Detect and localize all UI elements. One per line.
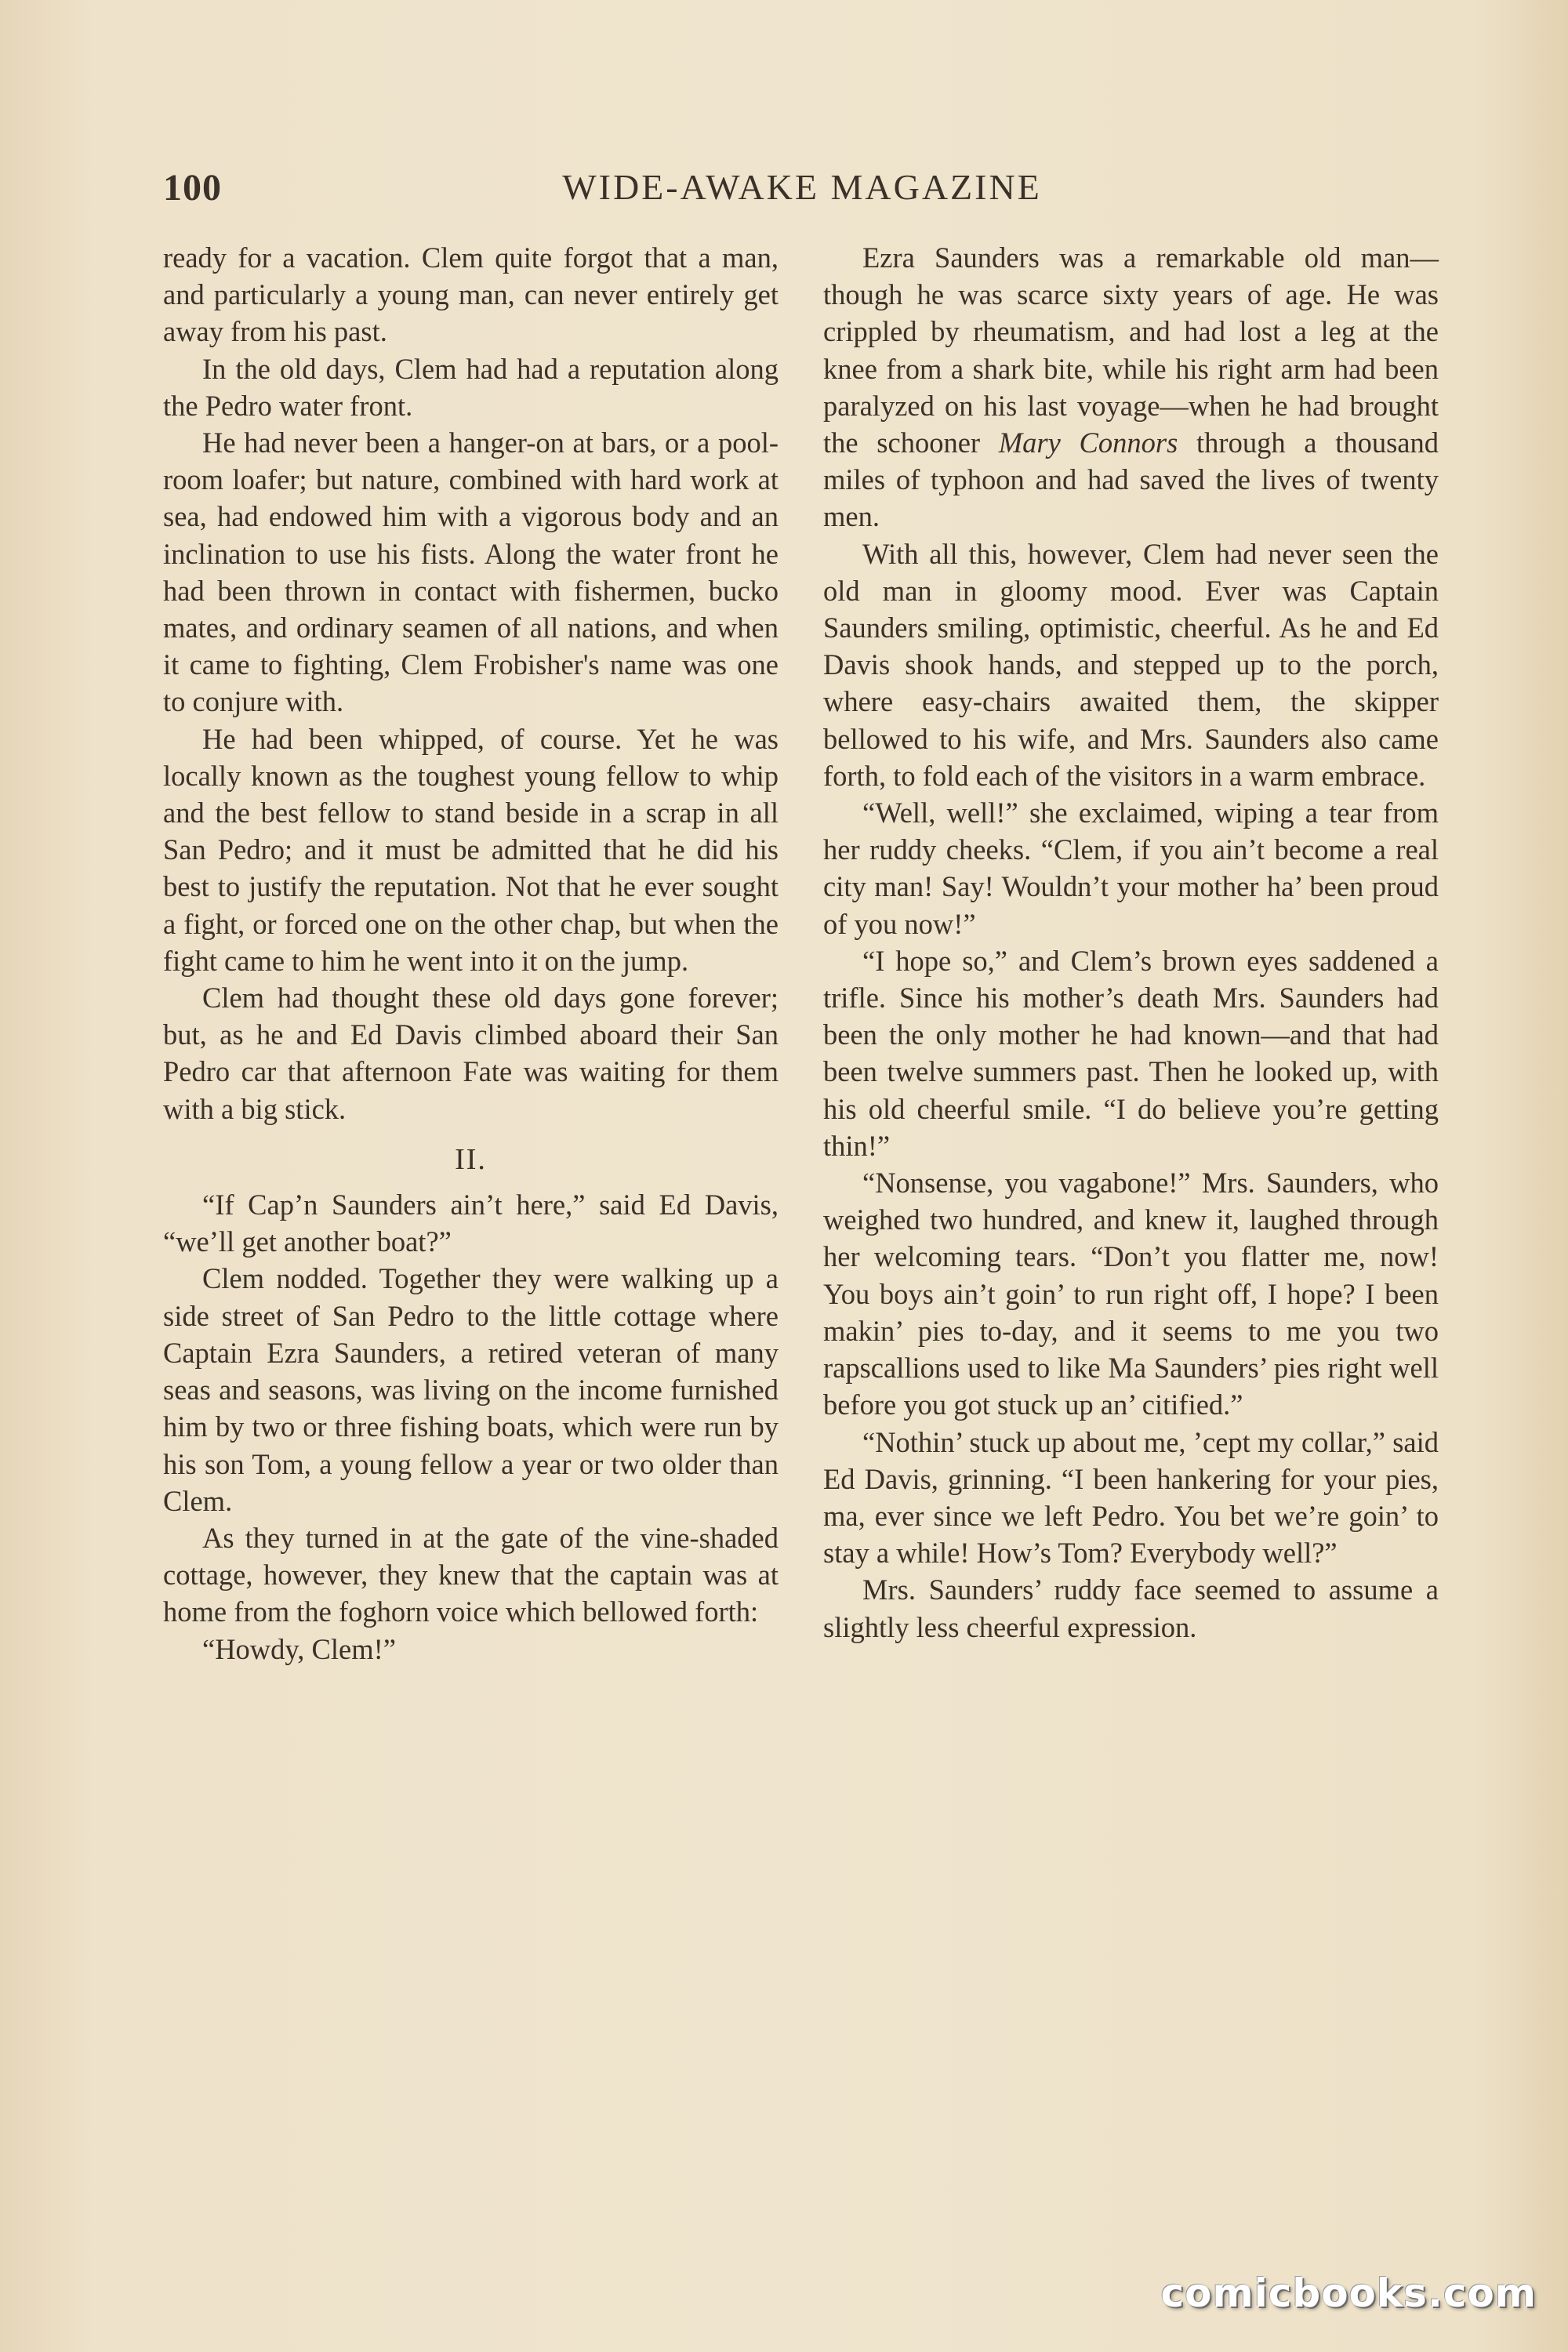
right-column — [823, 239, 1439, 1646]
paragraph: He had never been a hanger-on at bars, or a pool-room loafer; but nature, combined with hard work at sea, had endowed him with a vigorous body and an inclination to use his fists. Along the water front he had been thrown in contact with fishermen, bucko mates, and ordinary seamen of all nations, and when it came to fighting, Clem Frobisher's name was one to conjure with. — [163, 426, 779, 718]
paragraph: ready for a vacation. Clem quite forgot that a man, and particularly a young man, can never entirely get away from his past. — [163, 241, 779, 348]
paragraph: “Nonsense, you vagabone!” Mrs. Saunders, who weighed two hundred, and knew it, laughed through her welcoming tears. “Don’t you flatter me, now! You boys ain’t goin’ to run right off, I hope? I been makin’ pies to-day, and it seems to me you two rapscallions used to like Ma Saunders’ pies right well before you got stuck up an’ citified.” — [823, 1167, 1439, 1421]
paragraph-text: through a thousand miles of typhoon and had saved the lives of twenty men. — [823, 426, 1439, 533]
ship-name: Mary Connors — [998, 426, 1178, 459]
watermark: comicbooks.com — [1160, 2270, 1537, 2316]
paragraph: “Nothin’ stuck up about me, ’cept my collar,” said Ed Davis, grinning. “I been hankering for your pies, ma, ever since we left Pedro. You bet we’re goin’ to stay a while! How’s Tom? Everybody well?” — [823, 1425, 1439, 1570]
left-column — [163, 239, 779, 1668]
paragraph: “I hope so,” and Clem’s brown eyes saddened a trifle. Since his mother’s death Mrs. Saunders had been the only mother he had known—and that had been twelve summers past. Then he looked up, with his old cheerful smile. “I do believe you’re getting thin!” — [823, 944, 1439, 1162]
paragraph: In the old days, Clem had had a reputation along the Pedro water front. — [163, 352, 779, 422]
paragraph-text: Ezra Saunders was a remarkable old man—though he was scarce sixty years of age. He was crippled by rheumatism, and had lost a leg at the knee from a shark bite, while his right arm had been paralyzed on his last voyage—when he had brought the schooner — [823, 241, 1439, 459]
page-header — [163, 166, 1441, 213]
paragraph: With all this, however, Clem had never seen the old man in gloomy mood. Ever was Captain Saunders smiling, optimistic, cheerful. As he and Ed Davis shook hands, and stepped up to the porch, where easy-chairs awaited them, the skipper bellowed to his wife, and Mrs. Saunders also came forth, to fold each of the visitors in a warm embrace. — [823, 537, 1439, 792]
page-number: 100 — [163, 167, 222, 209]
paragraph: He had been whipped, of course. Yet he was locally known as the toughest young fellow to whip and the best fellow to stand beside in a scrap in all San Pedro; and it must be admitted that he did his best to justify the reputation. Not that he ever sought a fight, or forced one on the other chap, but when the fight came to him he went into it on the jump. — [163, 722, 779, 977]
running-title: WIDE-AWAKE MAGAZINE — [562, 167, 1042, 207]
paragraph: Clem nodded. Together they were walking up a side street of San Pedro to the little cottage where Captain Ezra Saunders, a retired veteran of many seas and seasons, was living on the income furnished him by two or three fishing boats, which were run by his son Tom, a young fellow a year or two older than Clem. — [163, 1262, 779, 1517]
paragraph: “Well, well!” she exclaimed, wiping a tear from her ruddy cheeks. “Clem, if you ain’t become a real city man! Say! Wouldn’t your mother ha’ been proud of you now!” — [823, 797, 1439, 940]
paragraph — [823, 239, 1439, 535]
paragraph: “If Cap’n Saunders ain’t here,” said Ed Davis, “we’ll get another boat?” — [163, 1189, 779, 1258]
paragraph: Mrs. Saunders’ ruddy face seemed to assume a slightly less cheerful expression. — [823, 1573, 1439, 1643]
paragraph: As they turned in at the gate of the vine-shaded cottage, however, they knew that the captain was at home from the foghorn voice which bellowed forth: — [163, 1521, 779, 1628]
section-heading: II. — [455, 1142, 487, 1176]
paragraph: Clem had thought these old days gone forever; but, as he and Ed Davis climbed aboard their San Pedro car that afternoon Fate was waiting for them with a big stick. — [163, 982, 779, 1125]
paragraph: “Howdy, Clem!” — [202, 1632, 396, 1665]
